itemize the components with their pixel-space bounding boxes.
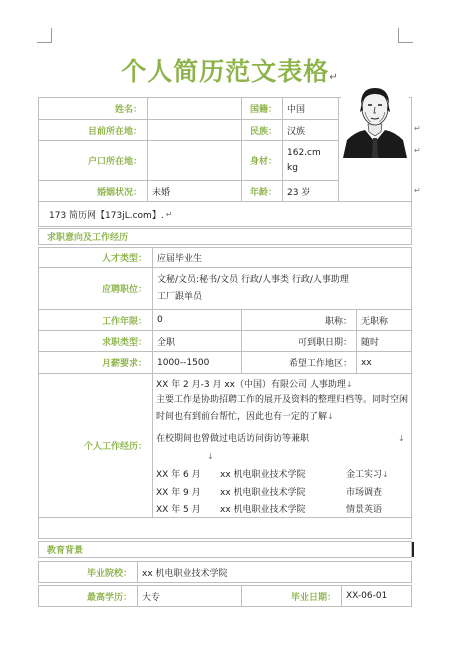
position-line1: 文秘/文员:秘书/文员 行政/人事类 行政/人事助理: [157, 275, 349, 285]
work-area-value[interactable]: xx: [356, 351, 412, 374]
page-title: 个人简历范文表格↵: [121, 57, 339, 86]
row-mark: ↓: [398, 434, 405, 443]
salary-value[interactable]: 1000--1500: [152, 351, 242, 374]
portrait-photo: [341, 80, 409, 158]
available-date-value[interactable]: 随时: [356, 330, 412, 352]
graduate-school-value[interactable]: xx 机电职业技术学院: [137, 561, 412, 583]
schedule-row: XX 年 6 月 xx 机电职业技术学院 金工实习↓: [156, 467, 389, 480]
height-value-line2: kg: [287, 163, 298, 173]
hukou-label: 户口所在地：: [38, 140, 148, 181]
position-line2: 工厂跟单员: [157, 292, 203, 302]
source-line: 173 简历网【173jL.com】. ↵: [38, 201, 412, 227]
schedule-row: [156, 502, 382, 515]
section-education-title: 教育背景: [38, 541, 412, 558]
position-value[interactable]: [152, 267, 412, 310]
schedule-activity: 市场调查: [346, 488, 383, 498]
job-type-label: 求职类型：: [38, 330, 153, 352]
work-years-label: 工作年限：: [38, 309, 153, 331]
graduation-date-label: 毕业日期：: [241, 585, 342, 607]
height-label: 身材：: [241, 140, 283, 181]
graduation-date-value[interactable]: XX-06-01: [341, 585, 412, 607]
name-label: 姓名：: [38, 97, 148, 120]
schedule-row: [156, 485, 382, 498]
hukou-value[interactable]: [147, 140, 242, 181]
schedule-date: XX 年 5 月: [156, 505, 201, 515]
marital-label: 婚姻状况：: [38, 180, 148, 202]
talent-type-value[interactable]: 应届毕业生: [152, 247, 412, 268]
row-mark: ↵: [414, 186, 421, 195]
table-edge-marker: [412, 542, 414, 557]
available-date-label: 可到职日期：: [241, 330, 357, 352]
marital-value[interactable]: 未婚: [147, 180, 242, 202]
degree-label: 最高学历：: [38, 585, 138, 607]
schedule-date: XX 年 9 月: [156, 488, 201, 498]
experience-line-last: 在校期间也曾做过电话访问街访等兼职: [156, 434, 310, 444]
graduate-school-label: 毕业院校：: [38, 561, 138, 583]
height-value[interactable]: [282, 140, 339, 181]
ethnicity-value[interactable]: 汉族: [282, 119, 339, 141]
work-years-value[interactable]: 0: [152, 309, 242, 331]
empty-row: [38, 517, 412, 539]
salary-label: 月薪要求：: [38, 351, 153, 374]
schedule-activity: 情景英语: [346, 505, 383, 515]
schedule-school: xx 机电职业技术学院: [220, 470, 306, 480]
name-value[interactable]: [147, 97, 242, 120]
schedule-school: xx 机电职业技术学院: [220, 505, 306, 515]
nationality-value[interactable]: 中国: [282, 97, 339, 120]
section-job-intent-title: 求职意向及工作经历: [38, 228, 412, 245]
row-mark: ↵: [414, 124, 421, 133]
schedule-date: XX 年 6 月: [156, 470, 201, 480]
age-label: 年龄：: [241, 180, 283, 202]
crop-mark-top-right: [398, 28, 413, 43]
row-mark: ↓: [207, 452, 214, 461]
job-type-value[interactable]: 全职: [152, 330, 242, 352]
current-location-label: 目前所在地：: [38, 119, 148, 141]
degree-value[interactable]: 大专: [137, 585, 242, 607]
crop-mark-top-left: [37, 28, 52, 43]
age-value[interactable]: 23 岁: [282, 180, 339, 202]
talent-type-label: 人才类型：: [38, 247, 153, 268]
experience-paragraph: 主要工作是协助招聘工作的展开及资料的整理归档等。同时空闲时间也有到前台帮忙，因此也有一定的了解↓: [156, 395, 409, 422]
nationality-label: 国籍：: [241, 97, 283, 120]
position-label: 应聘职位：: [38, 267, 153, 310]
current-location-value[interactable]: [147, 119, 242, 141]
height-value-line1: 162.cm: [287, 148, 321, 158]
professional-title-label: 职称：: [241, 309, 357, 331]
row-mark: ↵: [414, 146, 421, 155]
ethnicity-label: 民族：: [241, 119, 283, 141]
work-area-label: 希望工作地区：: [241, 351, 357, 374]
professional-title-value[interactable]: 无职称: [356, 309, 412, 331]
schedule-school: xx 机电职业技术学院: [220, 488, 306, 498]
experience-label: 个人工作经历：: [38, 373, 153, 518]
schedule-activity: 金工实习: [346, 470, 383, 480]
experience-line1: XX 年 2 月-3 月 xx（中国）有限公司 人事助理↓: [156, 380, 353, 390]
